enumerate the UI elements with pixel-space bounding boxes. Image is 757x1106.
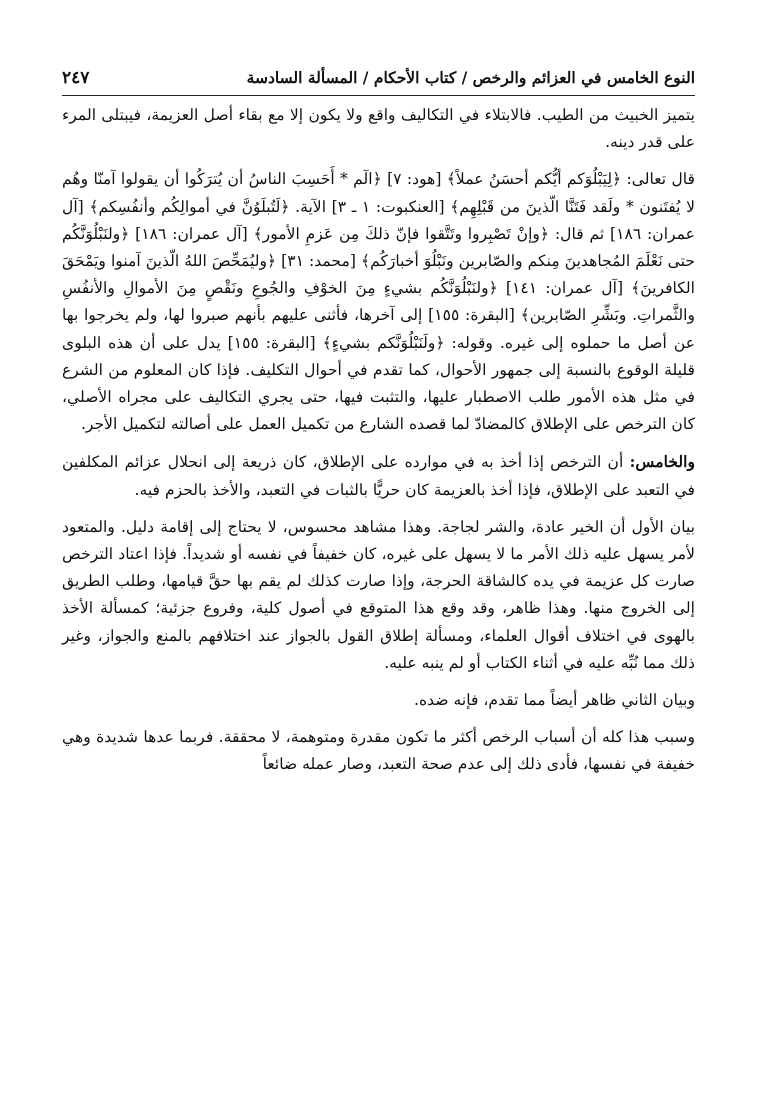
paragraph-text: بيان الأول أن الخير عادة، والشر لجاجة. وهذا مشاهد محسوس، لا يحتاج إلى إقامة دليل. والمتعود لأمر يسهل عليه ذلك الأمر ما لا يسهل على غيره، كان خفيفاً في نفسه أو شديداً. فإذا اعتاد الترخص صارت كل عزيمة في يده كالشاقة الحرجة، وإذا صارت كذلك لم يقم بها حقَّ قيامها، وطلب الطريق إلى الخروج منها. وهذا ظاهر، وقد وقع هذا المتوقع في أصول كلية، وفروع جزئية؛ كمسألة الأخذ بالهوى في اختلاف أقوال العلماء، ومسألة إطلاق القول بالجواز عند اختلافهم بالمنع والجواز، وغير ذلك مما نُبِّه عليه في أثناء الكتاب أو لم ينبه عليه. bbox=[62, 517, 695, 672]
paragraph-text: قال تعالى: ﴿لِيَبْلُوَكم أيُّكم أحسَنُ عملاً﴾ [هود: ٧] ﴿الٓم * أَحَسِبَ الناسُ أن يُترَكُوا أن يقولوا آمنّا وهُم لا يُفتَنون * ولَقد فَتَنَّا الّذينَ من قَبْلِهِم﴾ [العنكبوت: ١ ـ ٣] الآية. ﴿لَتُبلَوُنَّ في أموالِكُم وأنفُسِكم﴾ [آل عمران: ١٨٦] ثم قال: ﴿وإنْ تَصْبِروا وتَتَّقوا فإنّ ذلكَ مِن عَزمِ الأمور﴾ [آل عمران: ١٨٦] ﴿ولنَبْلُوَنَّكُم حتى نَعْلَمَ المُجاهدينَ مِنكم والصّابرين ونَبْلُوَ أخبارَكُم﴾ [محمد: ٣١] ﴿وليُمَحِّصَ اللهُ الّذينَ آمنوا ويَمْحَقَ الكافرينَ﴾ [آل عمران: ١٤١] ﴿ولنَبْلُوَنَّكُم بشيءٍ مِنَ الخوْفِ والجُوعِ ونَقْصٍ مِنَ الأموالِ والأنفُسِ والثَّمراتِ. وبَشِّرِ الصّابرين﴾ [البقرة: ١٥٥] إلى آخرها، فأثنى عليهم بأنهم صبروا لها، ولم يخرجوا بها عن أصل ما حملوه إلى غيره. وقوله: ﴿ولَنَبْلُوَنَّكم بشيءٍ﴾ [البقرة: ١٥٥] يدل على أن هذه البلوى قليلة الوقوع بالنسبة إلى جمهور الأحوال، كما تقدم في أحوال التكليف. فإذا كان المعلوم من الشرع في مثل هذه الأمور طلب الاصطبار عليها، والتثبت فيها، حتى يجري التكاليف على مجراه الأصلي، كان الترخص على الإطلاق كالمضادّ لما قصده الشارع من تكميل العمل على أصالته لتكميل الأجر. bbox=[62, 170, 696, 434]
page-number: ٢٤٧ bbox=[62, 68, 90, 88]
paragraph-text: يتميز الخبيث من الطيب. فالابتلاء في التكاليف واقع ولا يكون إلا مع بقاء أصل العزيمة، فيبتلى المرء على قدر دينه. bbox=[62, 106, 695, 152]
running-header-title: النوع الخامس في العزائم والرخص / كتاب الأحكام / المسألة السادسة bbox=[246, 68, 695, 87]
paragraph-text: وسبب هذا كله أن أسباب الرخص أكثر ما تكون مقدرة ومتوهمة، لا محققة. فربما عدها شديدة وهي خفيفة في نفسها، فأدى ذلك إلى عدم صحة التعبد، وصار عمله ضائعاً bbox=[62, 728, 695, 774]
paragraph-lead: والخامس: bbox=[629, 452, 695, 472]
running-header bbox=[62, 66, 695, 96]
paragraph bbox=[62, 687, 695, 714]
paragraph-text: وبيان الثاني ظاهر أيضاً مما تقدم، فإنه ضده. bbox=[414, 691, 695, 710]
paragraph bbox=[62, 166, 695, 438]
paragraph bbox=[62, 724, 695, 778]
paragraph bbox=[62, 102, 695, 156]
paragraph-text: أن الترخص إذا أخذ به في موارده على الإطلاق، كان ذريعة إلى انحلال عزائم المكلفين في التعبد على الإطلاق، فإذا أخذ بالعزيمة كان حريًّا بالثبات في التعبد، والأخذ بالحزم فيه. bbox=[62, 453, 695, 499]
paragraph bbox=[62, 514, 695, 677]
paragraph bbox=[62, 448, 695, 503]
